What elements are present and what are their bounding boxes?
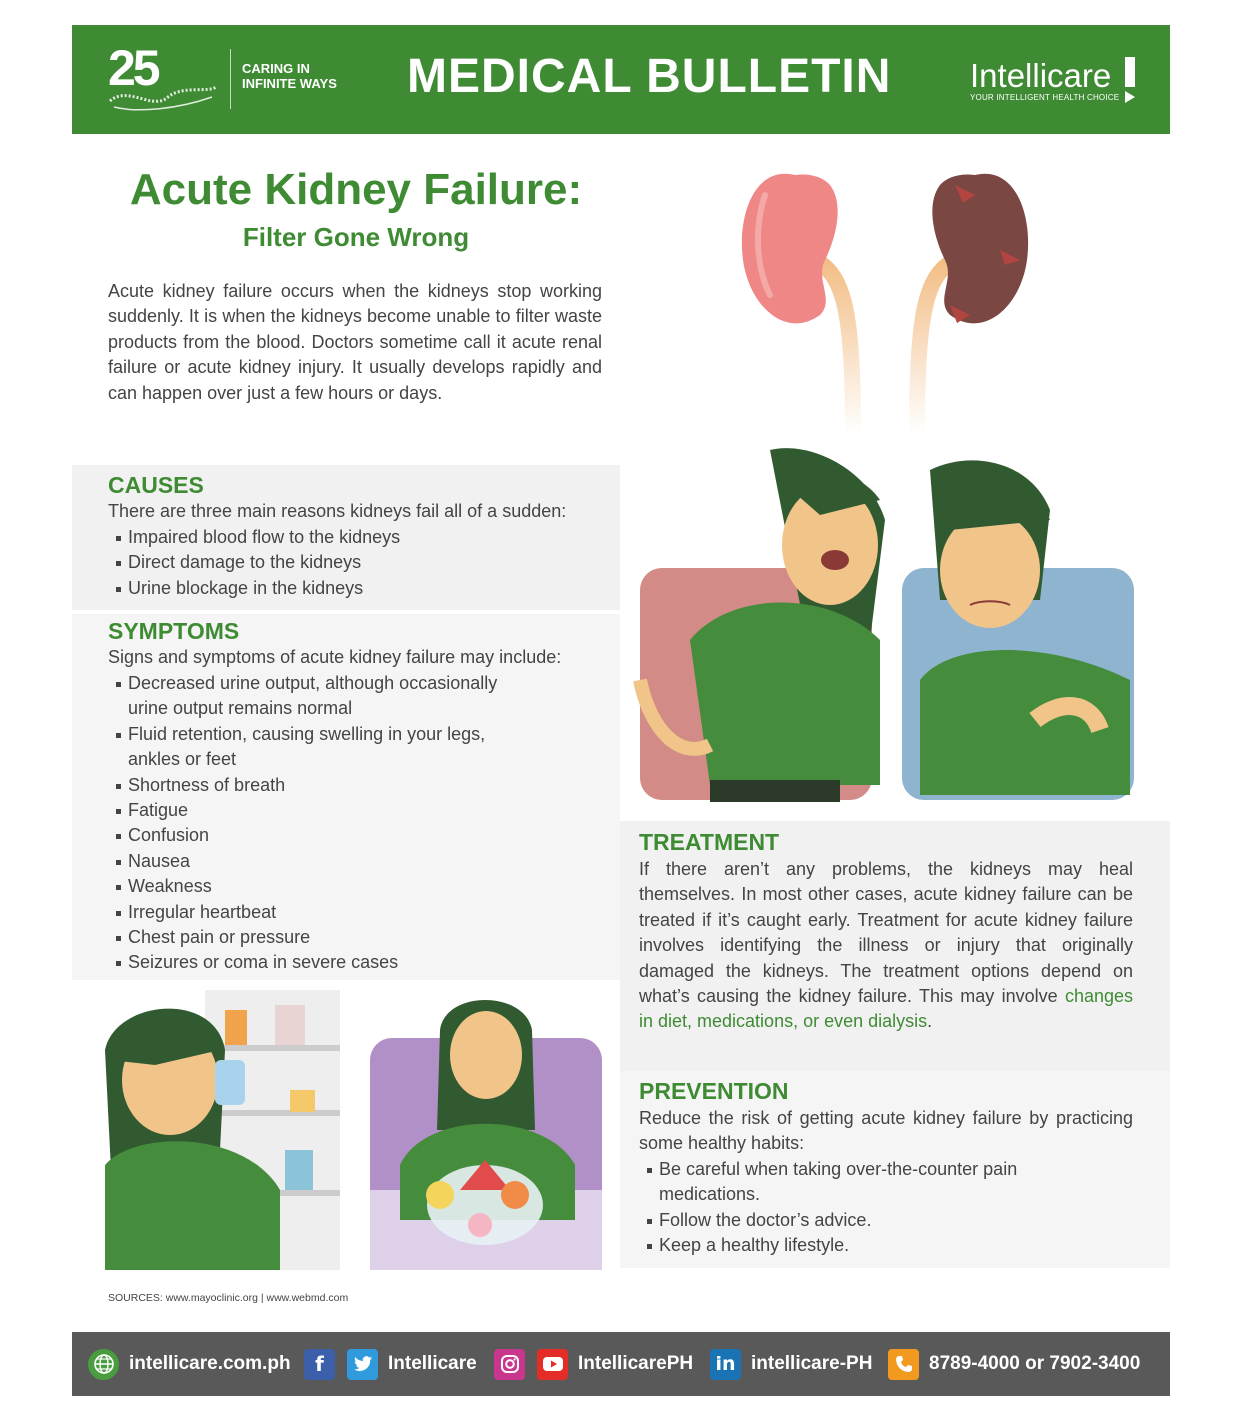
symptoms-section <box>72 614 620 980</box>
sources-note: SOURCES: www.mayoclinic.org | www.webmd.com <box>108 1292 349 1304</box>
anniversary-logo <box>108 40 188 113</box>
instagram-icon <box>494 1349 525 1380</box>
bulletin-title: MEDICAL BULLETIN <box>407 50 892 103</box>
causes-list <box>108 525 608 601</box>
prevention-list <box>639 1157 1079 1259</box>
list-item: Shortness of breath <box>108 773 523 798</box>
footer-bar <box>72 1332 1170 1396</box>
article-subtitle: Filter Gone Wrong <box>242 222 470 252</box>
phone-link[interactable] <box>888 1348 1140 1380</box>
article-title: Acute Kidney Failure: <box>129 165 583 214</box>
social-link-intellicareph[interactable] <box>494 1348 693 1380</box>
social-name-text: Intellicare <box>388 1353 477 1374</box>
linkedin-icon: in <box>710 1349 741 1380</box>
treatment-body: If there aren’t any problems, the kidneys may heal themselves. In most other cases, acute kidney failure can be treated if it’s caught early. Treatment for acute kidney failure involves identifying the illness or injury that originally damaged the kidneys. The treatment options depend on what’s causing the kidney failure. This may involve <box>639 859 1133 1007</box>
treatment-text <box>639 857 1133 1035</box>
header-banner <box>72 25 1170 134</box>
list-item: Keep a healthy lifestyle. <box>639 1233 1079 1258</box>
list-item: Direct damage to the kidneys <box>108 550 608 575</box>
symptoms-intro: Signs and symptoms of acute kidney failure may include: <box>108 647 562 667</box>
list-item: Nausea <box>108 849 523 874</box>
media-name-text: IntellicarePH <box>578 1353 694 1374</box>
header-divider <box>230 49 231 109</box>
list-item: Seizures or coma in severe cases <box>108 950 523 975</box>
article-intro: Acute kidney failure occurs when the kidneys stop working suddenly. It is when the kidneys become unable to filter waste products from the blood. Doctors sometime call it acute renal failure or acute kidney injury. It usually develops rapidly and can happen over just a few hours or days. <box>108 281 602 403</box>
infinity-swirl-icon <box>108 83 218 113</box>
linkedin-text: intellicare-PH <box>751 1353 873 1374</box>
social-link-intellicare[interactable] <box>304 1348 477 1380</box>
tagline <box>242 61 352 91</box>
youtube-icon <box>537 1349 568 1380</box>
list-item: Decreased urine output, although occasionally urine output remains normal <box>108 671 523 722</box>
list-item: Chest pain or pressure <box>108 925 523 950</box>
symptoms-illustration <box>630 440 1135 805</box>
treatment-end: . <box>927 1011 933 1032</box>
prevention-section <box>620 1071 1170 1268</box>
website-link[interactable] <box>88 1348 291 1380</box>
list-item: Follow the doctor’s advice. <box>639 1208 1079 1233</box>
phone-text: 8789-4000 or 7902-3400 <box>929 1353 1141 1374</box>
list-item: Weakness <box>108 874 523 899</box>
facebook-icon: f <box>304 1349 335 1380</box>
brand-logo <box>970 59 1119 103</box>
causes-intro: There are three main reasons kidneys fail all of a sudden: <box>108 501 567 521</box>
prevention-heading: PREVENTION <box>639 1078 789 1104</box>
kidneys-illustration <box>735 165 1035 435</box>
symptoms-list <box>108 671 523 976</box>
brand-name: Intellicare <box>970 57 1112 94</box>
list-item: Impaired blood flow to the kidneys <box>108 525 608 550</box>
globe-icon <box>88 1349 119 1380</box>
list-item: Be careful when taking over-the-counter pain medications. <box>639 1157 1079 1208</box>
list-item: Fluid retention, causing swelling in your legs, ankles or feet <box>108 722 523 773</box>
twitter-icon <box>347 1349 378 1380</box>
causes-section <box>72 465 620 610</box>
list-item: Fatigue <box>108 798 523 823</box>
symptoms-heading: SYMPTOMS <box>108 618 240 644</box>
phone-icon <box>888 1349 919 1380</box>
website-text: intellicare.com.ph <box>129 1353 291 1374</box>
list-item: Confusion <box>108 823 523 848</box>
treatment-heading: TREATMENT <box>639 829 780 855</box>
tagline-line-1: CARING IN <box>242 61 310 76</box>
anniversary-number: 25 <box>108 40 158 96</box>
brand-tagline: YOUR INTELLIGENT HEALTH CHOICE <box>970 93 1120 102</box>
treatment-highlight: changes in diet, medications, or even dialysis <box>639 986 1133 1032</box>
tagline-line-2: INFINITE WAYS <box>242 76 337 91</box>
prevention-intro: Reduce the risk of getting acute kidney failure by practicing some healthy habits: <box>639 1108 1133 1154</box>
healthy-habits-illustration <box>95 990 605 1270</box>
linkedin-link[interactable] <box>710 1348 872 1380</box>
causes-heading: CAUSES <box>108 472 204 498</box>
list-item: Irregular heartbeat <box>108 900 523 925</box>
list-item: Urine blockage in the kidneys <box>108 576 608 601</box>
brand-mark-icon <box>1124 57 1136 103</box>
damaged-kidney <box>932 174 1028 324</box>
treatment-section <box>620 821 1170 1071</box>
